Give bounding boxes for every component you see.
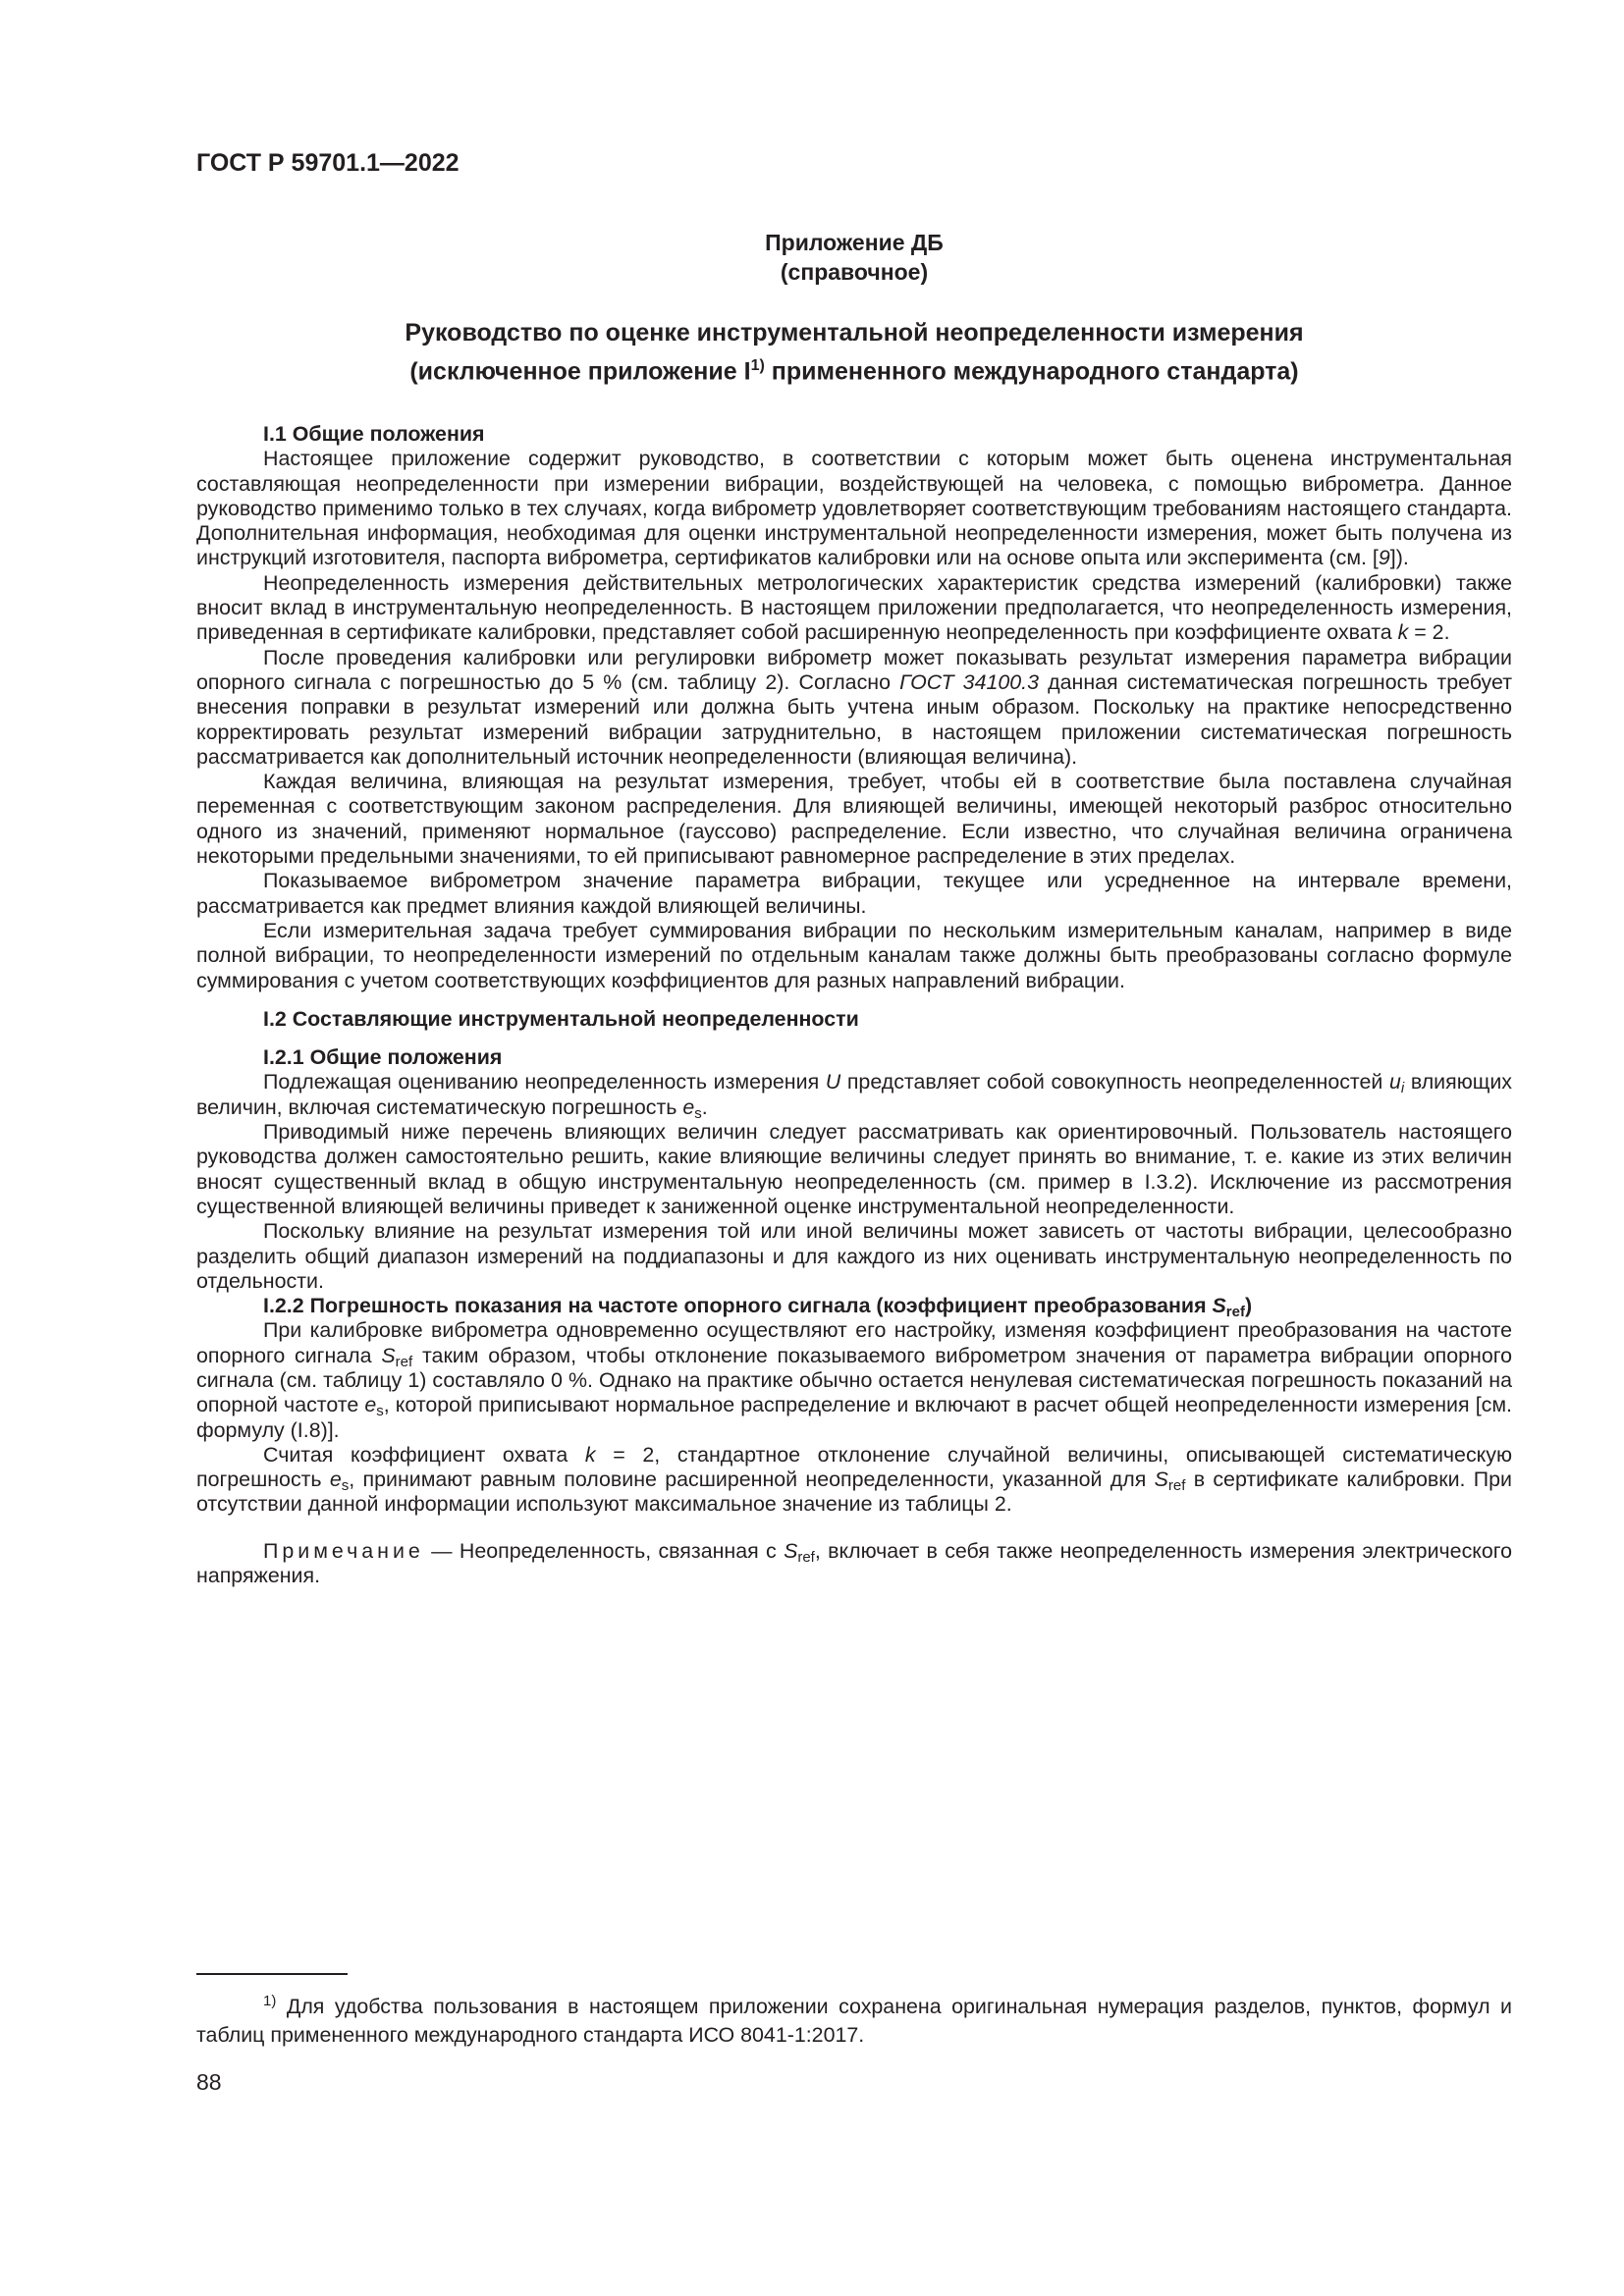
paragraph: Если измерительная задача требует суммирования вибрации по нескольким измерительным каналам, например в виде полной вибрации, то неопределенности измерений по отдельным каналам также должны быть преобразованы согласно формуле суммирования с учетом соответствующих коэффициентов для разных направлений вибрации. (196, 918, 1512, 992)
page-number: 88 (196, 2069, 222, 2095)
title-line-1: Руководство по оценке инструментальной неопределенности измерения (405, 319, 1304, 347)
subsection-heading-2-2: I.2.2 Погрешность показания на частоте опорного сигнала (коэффициент преобразования $S_{ref}$) (263, 1294, 1253, 1321)
title-line-2: (исключенное приложение $I^{1)}$ примененного международного стандарта) (409, 357, 1299, 386)
footnote: $^{1)}$ Для удобства пользования в настоящем приложении сохранена оригинальная нумерация разделов, пунктов, формул и таблиц примененного международного стандарта ИСО 8041-1:2017. (196, 1993, 1512, 2048)
paragraph: Каждая величина, влияющая на результат измерения, требует, чтобы ей в соответствие была поставлена случайная переменная с соответствующим законом распределения. Для влияющей величины, имеющей некоторый разброс относительно одного из значений, применяют нормальное (гауссово) распределение. Если известно, что случайная величина ограничена некоторыми предельными значениями, то ей приписывают равномерное распределение в этих пределах. (196, 770, 1512, 869)
note: Примечание — Неопределенность, связанная с $S_{ref}$, включает в себя также неопределенность измерения электрического напряжения. (196, 1538, 1512, 1588)
standard-reference: ГОСТ 34100.3 (899, 669, 1039, 694)
appendix-name: Приложение ДБ (765, 230, 944, 255)
appendix-label (196, 228, 1512, 287)
section-heading-2: I.2 Составляющие инструментальной неопределенности (263, 1006, 859, 1031)
paragraph: Подлежащая оцениванию неопределенность измерения U представляет собой совокупность неопределенностей $u_i$ влияющих величин, включая систематическую погрешность $e_s$. (196, 1070, 1512, 1122)
paragraph: Показываемое виброметром значение параметра вибрации, текущее или усредненное на интервале времени, рассматривается как предмет влияния каждой влияющей величины. (196, 869, 1512, 918)
section-heading-1: I.1 Общие положения (263, 422, 485, 446)
appendix-type: (справочное) (780, 259, 929, 285)
footnote-separator (196, 1973, 348, 1975)
paragraph: При калибровке виброметра одновременно осуществляют его настройку, изменяя коэффициент преобразования на частоте опорного сигнала $S_{ref}$ таким образом, чтобы отклонение показываемого виброметром значения от параметра вибрации опорного сигнала (см. таблицу 1) составляло 0 %. Однако на практике обычно остается ненулевая систематическая погрешность показаний на опорной частоте $e_s$, которой приписывают нормальное распределение и включают в расчет общей неопределенности измерения [см. формулу (I.8)]. (196, 1318, 1512, 1442)
paragraph: Настоящее приложение содержит руководство, в соответствии с которым может быть оценена инструментальная составляющая неопределенности при измерении вибрации, воздействующей на человека, с помощью виброметра. Данное руководство применимо только в тех случаях, когда виброметр удовлетворяет соответствующим требованиям настоящего стандарта. Дополнительная информация, необходимая для оценки инструментальной неопределенности измерения, может быть получена из инструкций изготовителя, паспорта виброметра, сертификатов калибровки или на основе опыта или эксперимента (см. [9]). (196, 447, 1512, 570)
paragraph: После проведения калибровки или регулировки виброметр может показывать результат измерения параметра вибрации опорного сигнала с погрешностью до 5 % (см. таблицу 2). Согласно ГОСТ 34100.3 данная систематическая погрешность требует внесения поправки в результат измерений или должна быть учтена иным образом. Поскольку на практике непосредственно корректировать результат измерений вибрации затруднительно, в настоящем приложении систематическая погрешность рассматривается как дополнительный источник неопределенности (влияющая величина). (196, 645, 1512, 769)
paragraph: Считая коэффициент охвата k = 2, стандартное отклонение случайной величины, описывающей систематическую погрешность $e_s$, принимают равным половине расширенной неопределенности, указанной для $S_{ref}$ в сертификате калибровки. При отсутствии данной информации используют максимальное значение из таблицы 2. (196, 1442, 1512, 1517)
appendix-title (196, 316, 1512, 388)
subsection-heading-2-1: I.2.1 Общие положения (263, 1045, 503, 1070)
document-body (196, 422, 1512, 1588)
standard-header: ГОСТ Р 59701.1—2022 (196, 149, 460, 177)
paragraph: Неопределенность измерения действительных метрологических характеристик средства измерений (калибровки) также вносит вклад в инструментальную неопределенность. В настоящем приложении предполагается, что неопределенность измерения, приведенная в сертификате калибровки, представляет собой расширенную неопределенность при коэффициенте охвата k = 2. (196, 570, 1512, 645)
footnote-mark: 1) (263, 1993, 277, 2009)
note-label: Примечание (263, 1538, 424, 1563)
footnote-ref: 1) (750, 357, 765, 374)
paragraph: Приводимый ниже перечень влияющих величин следует рассматривать как ориентировочный. Пользователь настоящего руководства должен самостоятельно решить, какие влияющие величины следует принять во внимание, т. е. какие из этих величин вносят существенный вклад в общую инструментальную неопределенность (см. пример в I.3.2). Исключение из рассмотрения существенной влияющей величины приведет к заниженной оценке инструментальной неопределенности. (196, 1120, 1512, 1218)
paragraph: Поскольку влияние на результат измерения той или иной величины может зависеть от частоты вибрации, целесообразно разделить общий диапазон измерений на поддиапазоны и для каждого из них оценивать инструментальную неопределенность по отдельности. (196, 1219, 1512, 1293)
